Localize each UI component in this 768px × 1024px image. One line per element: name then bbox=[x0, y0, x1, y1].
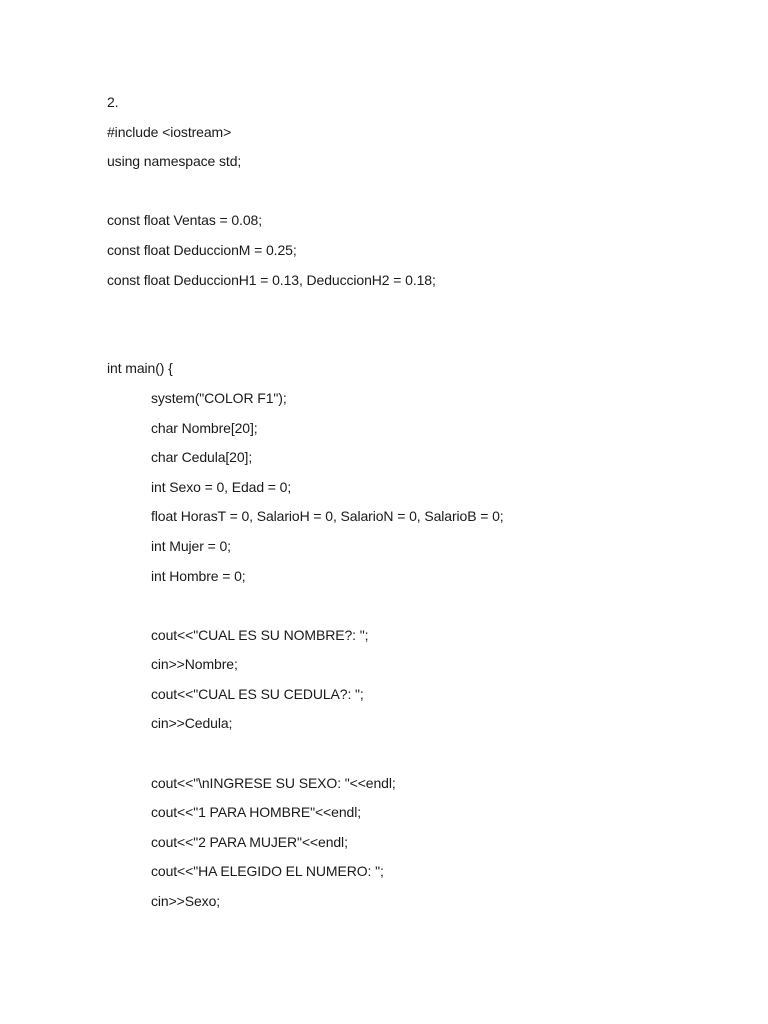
code-line: int Sexo = 0, Edad = 0; bbox=[151, 478, 292, 495]
code-line: const float DeduccionM = 0.25; bbox=[107, 241, 297, 258]
code-line: cout<<"\nINGRESE SU SEXO: "<<endl; bbox=[151, 774, 396, 791]
code-listing bbox=[107, 88, 504, 917]
code-line: const float DeduccionH1 = 0.13, DeduccionH2 = 0.18; bbox=[107, 271, 436, 288]
code-line: cout<<"CUAL ES SU NOMBRE?: "; bbox=[151, 626, 369, 643]
code-line bbox=[107, 591, 504, 621]
code-line: #include <iostream> bbox=[107, 123, 232, 140]
code-line: int Mujer = 0; bbox=[151, 537, 231, 554]
code-line bbox=[107, 739, 504, 769]
code-line: cout<<"HA ELEGIDO EL NUMERO: "; bbox=[151, 863, 384, 880]
code-line: cin>>Cedula; bbox=[151, 715, 233, 732]
code-line bbox=[107, 325, 504, 355]
code-line: system("COLOR F1"); bbox=[151, 389, 287, 406]
code-line: using namespace std; bbox=[107, 153, 242, 170]
code-line: cout<<"CUAL ES SU CEDULA?: "; bbox=[151, 685, 364, 702]
code-line: char Cedula[20]; bbox=[151, 449, 253, 466]
code-line: cout<<"1 PARA HOMBRE"<<endl; bbox=[151, 804, 361, 821]
code-line bbox=[107, 177, 504, 207]
code-line bbox=[107, 295, 504, 325]
code-line: cout<<"2 PARA MUJER"<<endl; bbox=[151, 833, 348, 850]
code-line: const float Ventas = 0.08; bbox=[107, 212, 263, 229]
code-line: cin>>Sexo; bbox=[151, 893, 221, 910]
code-line: cin>>Nombre; bbox=[151, 656, 238, 673]
code-line: float HorasT = 0, SalarioH = 0, SalarioN = 0, SalarioB = 0; bbox=[151, 508, 504, 525]
code-line: 2. bbox=[107, 94, 119, 110]
code-line: char Nombre[20]; bbox=[151, 419, 258, 436]
code-line: int Hombre = 0; bbox=[151, 567, 246, 584]
code-line: int main() { bbox=[107, 360, 173, 377]
